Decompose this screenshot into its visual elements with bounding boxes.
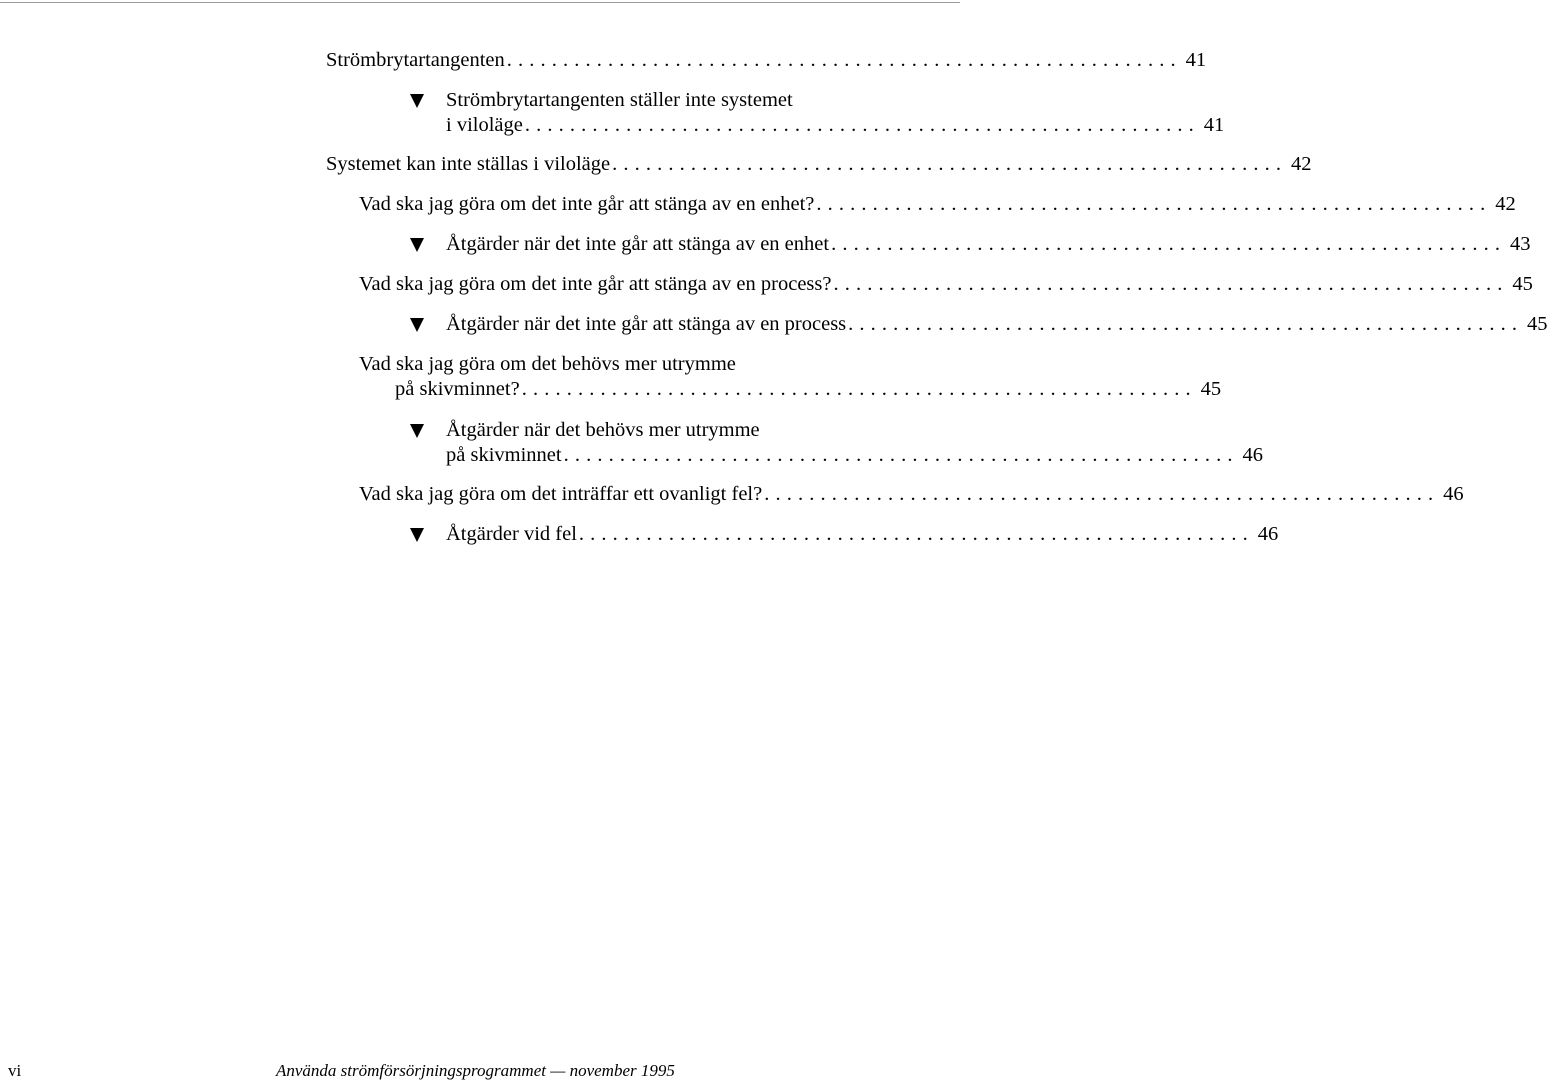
running-footer-title: Använda strömförsörjningsprogrammet — november 1995 bbox=[276, 1061, 675, 1080]
toc-entry bbox=[326, 48, 1207, 73]
toc-entry-title: Vad ska jag göra om det behövs mer utrymme bbox=[359, 353, 736, 375]
toc-leader: . . . . . . . . . . . . . . . . . . . . . . . . . . . . . . . . . . . . . . . . . . . . . . . . . . . . . . . . . . . . bbox=[506, 49, 1177, 71]
toc-page-number: 46 bbox=[1443, 483, 1464, 505]
toc-leader: . . . . . . . . . . . . . . . . . . . . . . . . . . . . . . . . . . . . . . . . . . . . . . . . . . . . . . . . . . . . bbox=[833, 273, 1503, 295]
toc-leader: . . . . . . . . . . . . . . . . . . . . . . . . . . . . . . . . . . . . . . . . . . . . . . . . . . . . . . . . . . . . bbox=[848, 313, 1518, 335]
toc-leader: . . . . . . . . . . . . . . . . . . . . . . . . . . . . . . . . . . . . . . . . . . . . . . . . . . . . . . . . . . . . bbox=[816, 193, 1486, 215]
toc-leader: . . . . . . . . . . . . . . . . . . . . . . . . . . . . . . . . . . . . . . . . . . . . . . . . . . . . . . . . . . . . bbox=[563, 444, 1233, 466]
top-rule bbox=[0, 2, 960, 3]
toc-page-number: 45 bbox=[1527, 313, 1548, 335]
toc-page-number: 46 bbox=[1257, 523, 1279, 545]
toc-entry bbox=[326, 152, 1312, 177]
toc-entry-title: Vad ska jag göra om det inträffar ett ovanligt fel? bbox=[359, 483, 763, 505]
toc-page-number: 42 bbox=[1495, 193, 1516, 215]
toc-entry bbox=[359, 272, 1533, 297]
triangle-bullet-icon bbox=[410, 318, 424, 332]
toc-entry-title: Åtgärder när det inte går att stänga av en enhet bbox=[446, 233, 830, 255]
toc-leader: . . . . . . . . . . . . . . . . . . . . . . . . . . . . . . . . . . . . . . . . . . . . . . . . . . . . . . . . . . . . bbox=[764, 483, 1434, 505]
toc-leader: . . . . . . . . . . . . . . . . . . . . . . . . . . . . . . . . . . . . . . . . . . . . . . . . . . . . . . . . . . . . bbox=[521, 378, 1192, 400]
toc-entry bbox=[446, 312, 1548, 337]
toc-entry bbox=[359, 192, 1516, 217]
toc-page-number: 41 bbox=[1185, 49, 1207, 71]
toc-entry bbox=[446, 418, 1263, 468]
toc-entry-title: Åtgärder vid fel bbox=[446, 523, 577, 545]
toc-entry-continuation: på skivminnet? bbox=[395, 378, 520, 400]
toc-entry bbox=[359, 352, 1222, 402]
toc-entry-continuation: i viloläge bbox=[446, 114, 523, 136]
toc-entry-title: Strömbrytartangenten bbox=[326, 49, 505, 71]
toc-leader: . . . . . . . . . . . . . . . . . . . . . . . . . . . . . . . . . . . . . . . . . . . . . . . . . . . . . . . . . . . . bbox=[612, 153, 1282, 175]
toc-entry-title: Åtgärder när det inte går att stänga av en process bbox=[446, 313, 847, 335]
toc-entry-title: Vad ska jag göra om det inte går att stänga av en process? bbox=[359, 273, 832, 295]
toc-page-number: 45 bbox=[1200, 378, 1222, 400]
toc-leader: . . . . . . . . . . . . . . . . . . . . . . . . . . . . . . . . . . . . . . . . . . . . . . . . . . . . . . . . . . . . bbox=[524, 114, 1195, 136]
triangle-bullet-icon bbox=[410, 238, 424, 252]
toc-entry-title: Systemet kan inte ställas i viloläge bbox=[326, 153, 611, 175]
toc-page-number: 46 bbox=[1242, 444, 1263, 466]
toc-leader: . . . . . . . . . . . . . . . . . . . . . . . . . . . . . . . . . . . . . . . . . . . . . . . . . . . . . . . . . . . . bbox=[831, 233, 1501, 255]
triangle-bullet-icon bbox=[410, 424, 424, 438]
toc-leader: . . . . . . . . . . . . . . . . . . . . . . . . . . . . . . . . . . . . . . . . . . . . . . . . . . . . . . . . . . . . bbox=[578, 523, 1249, 545]
toc-entry bbox=[446, 522, 1279, 547]
triangle-bullet-icon bbox=[410, 94, 424, 108]
toc-entry bbox=[446, 232, 1531, 257]
toc-entry-title: Strömbrytartangenten ställer inte systemet bbox=[446, 89, 793, 111]
page-folio: vi bbox=[8, 1061, 22, 1080]
triangle-bullet-icon bbox=[410, 528, 424, 542]
toc-entry bbox=[359, 482, 1464, 507]
toc-page-number: 41 bbox=[1203, 114, 1225, 136]
toc-entry-continuation: på skivminnet bbox=[446, 444, 562, 466]
toc-page-number: 45 bbox=[1512, 273, 1533, 295]
toc-page-number: 42 bbox=[1290, 153, 1312, 175]
toc-page-number: 43 bbox=[1509, 233, 1531, 255]
toc-entry-title: Vad ska jag göra om det inte går att stänga av en enhet? bbox=[359, 193, 815, 215]
toc-entry bbox=[446, 88, 1225, 138]
toc-entry-title: Åtgärder när det behövs mer utrymme bbox=[446, 419, 760, 441]
